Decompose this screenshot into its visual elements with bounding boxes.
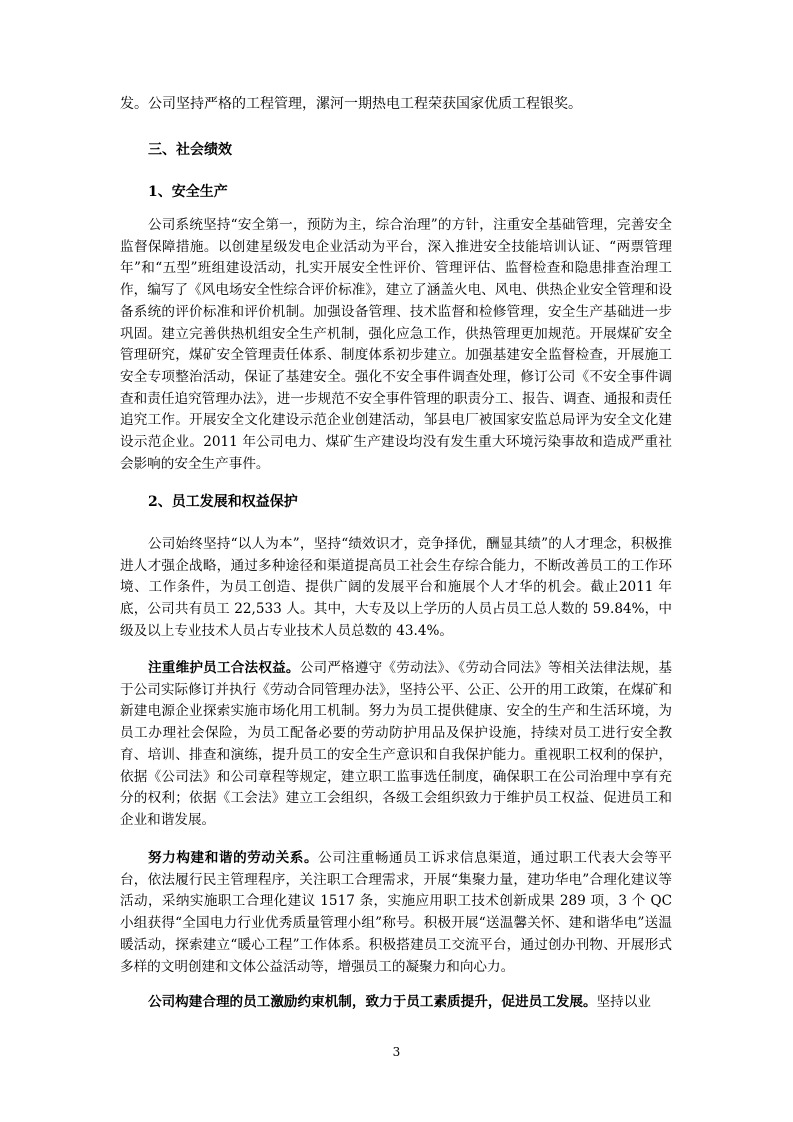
paragraph-labor-relations: [120, 848, 672, 978]
page-number: 3: [392, 1045, 401, 1059]
subsection-heading-safety: 1、安全生产: [148, 184, 228, 200]
intro-line: 发。公司坚持严格的工程管理，漯河一期热电工程荣获国家优质工程银奖。: [120, 96, 582, 112]
paragraph-labor-body: 公司注重畅通员工诉求信息渠道，通过职工代表大会等平台，依法履行民主管理程序，关注职工合理需求，开展“集聚力量，建功华电”合理化建议等活动，采纳实施职工合理化建议 1517 条，实施应用职工技术创新成果 289 项，3 个 QC 小组获得“全国电力行业优秀质量管理小组”称号。积极开展“送温馨关怀、建和谐华电”送温暖活动，探索建立“暖心工程”工作体系。积极搭建员工交流平台，通过创办刊物、开展形式多样的文明创建和文体公益活动等，增强员工的凝聚力和向心力。: [120, 850, 673, 975]
paragraph-employee: 公司始终坚持“以人为本”，坚持“绩效识才，竞争择优，酬显其绩”的人才理念，积极推进人才强企战略，通过多种途径和渠道提高员工社会生存综合能力，不断改善员工的工作环境、工作条件，为员工创造、提供广阔的发展平台和施展个人才华的机会。截止2011 年底，公司共有员工 22,533 人。其中，大专及以上学历的人员占员工总人数的 59.84%，中级及以上专业技术人员占专业技术人员总数的 43.4%。: [120, 536, 672, 639]
paragraph-labor-lead: 努力构建和谐的劳动关系。: [148, 850, 319, 866]
section-heading: 三、社会绩效: [148, 142, 232, 158]
subsection-heading-employee: 2、员工发展和权益保护: [148, 494, 298, 510]
paragraph-safety: 公司系统坚持“安全第一，预防为主，综合治理”的方针，注重安全基础管理，完善安全监督保障措施。以创建星级发电企业活动为平台，深入推进安全技能培训认证、“两票管理年”和“五型”班组建设活动，扎实开展安全性评价、管理评估、监督检查和隐患排查治理工作，编写了《风电场安全性综合评价标准》，建立了涵盖火电、风电、供热企业安全管理和设备系统的评价标准和评价机制。加强设备管理、技术监督和检修管理，安全生产基础进一步巩固。建立完善供热机组安全生产机制，强化应急工作，供热管理更加规范。开展煤矿安全管理研究，煤矿安全管理责任体系、制度体系初步建立。加强基建安全监督检查，开展施工安全专项整治活动，保证了基建安全。强化不安全事件调查处理，修订公司《不安全事件调查和责任追究管理办法》，进一步规范不安全事件管理的职责分工、报告、调查、通报和责任追究工作。开展安全文化建设示范企业创建活动，邹县电厂被国家安监总局评为安全文化建设示范企业。2011 年公司电力、煤矿生产建设均没有发生重大环境污染事故和造成严重社会影响的安全生产事件。: [120, 217, 672, 472]
paragraph-rights-body: 公司严格遵守《劳动法》、《劳动合同法》等相关法律法规，基于公司实际修订并执行《劳动合同管理办法》，坚持公平、公正、公开的用工政策，在煤矿和新建电源企业探索实施市场化用工机制。努力为员工提供健康、安全的生产和生活环境，为员工办理社会保险，为员工配备必要的劳动防护用品及保护设施，持续对员工进行安全教育、培训、排查和演练，提升员工的安全生产意识和自我保护能力。重视职工权利的保护，依据《公司法》和公司章程等规定，建立职工监事选任制度，确保职工在公司治理中享有充分的权利；依据《工会法》建立工会组织，各级工会组织致力于维护员工权益、促进员工和企业和谐发展。: [120, 660, 672, 828]
paragraph-rights: [120, 658, 672, 832]
paragraph-rights-lead: 注重维护员工合法权益。: [148, 660, 300, 676]
paragraph-incentive-body: 坚持以业: [596, 994, 651, 1010]
paragraph-incentive-lead: 公司构建合理的员工激励约束机制，致力于员工素质提升，促进员工发展。: [148, 994, 597, 1010]
paragraph-incentive: [120, 992, 672, 1014]
